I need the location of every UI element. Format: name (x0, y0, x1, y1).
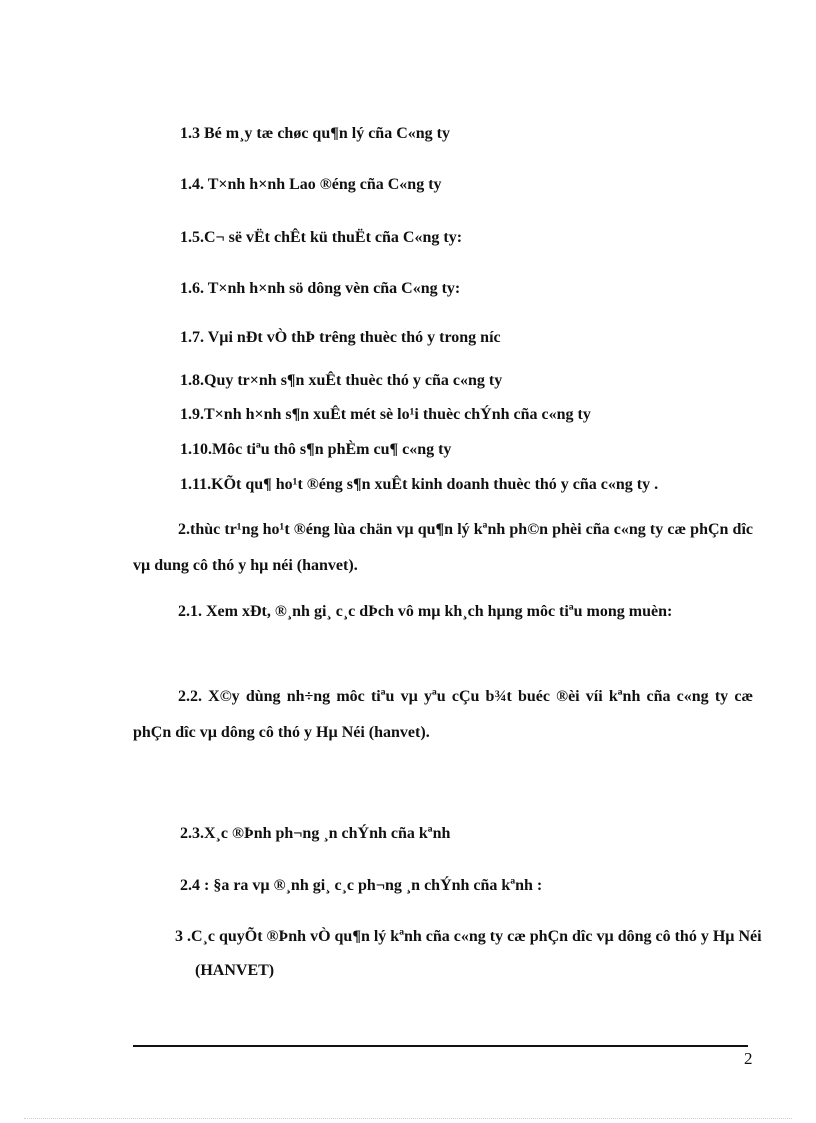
toc-item-1-5: 1.5.C¬ së vËt chÊt kü thuËt cña C«ng ty: (180, 229, 463, 246)
footer-rule (133, 1045, 748, 1047)
page-number: 2 (744, 1049, 753, 1068)
toc-item-3: 3 .C¸c quyÕt ®Þnh vÒ qu¶n lý kªnh cña c«ng ty cæ phÇn dîc vµ dông cô thó y Hµ Néi (HANVET) (175, 928, 762, 979)
toc-item-2-3: 2.3.X¸c ®Þnh ph¬ng ¸n chÝnh cña kªnh (180, 825, 451, 842)
toc-item-2-2: 2.2. X©y dùng nh÷ng môc tiªu vµ yªu cÇu b¾t buéc ®èi víi kªnh cña c«ng ty cæ phÇn dîc vµ dông cô thó y Hµ Néi (hanvet). (133, 688, 753, 741)
toc-item-1-6: 1.6. T×nh h×nh sö dông vèn cña C«ng ty: (180, 280, 461, 297)
toc-item-2-4: 2.4 : §a ra vµ ®¸nh gi¸ c¸c ph¬ng ¸n chÝnh cña kªnh : (180, 877, 543, 894)
page-edge (24, 1118, 792, 1119)
toc-item-1-10: 1.10.Môc tiªu thô s¶n phÈm cu¶ c«ng ty (180, 441, 452, 458)
toc-item-1-7: 1.7. Vµi nÐt vÒ thÞ trêng thuèc thó y trong níc (180, 329, 501, 346)
toc-item-1-4: 1.4. T×nh h×nh Lao ®éng cña C«ng ty (180, 176, 442, 193)
toc-item-1-8: 1.8.Quy tr×nh s¶n xuÊt thuèc thó y cña c«ng ty (180, 372, 503, 389)
toc-item-1-3: 1.3 Bé m¸y tæ chøc qu¶n lý cña C«ng ty (180, 125, 450, 142)
toc-section-2: 2.thùc tr¹ng ho¹t ®éng lùa chän vµ qu¶n lý kªnh ph©n phèi cña c«ng ty cæ phÇn dîc vµ dung cô thó y hµ néi (hanvet). (133, 521, 753, 574)
toc-item-2-1: 2.1. Xem xÐt, ®¸nh gi¸ c¸c dÞch vô mµ kh¸ch hµng môc tiªu mong muèn: (178, 603, 673, 620)
toc-item-1-11: 1.11.KÕt qu¶ ho¹t ®éng s¶n xuÊt kinh doanh thuèc thó y cña c«ng ty . (180, 476, 659, 493)
toc-item-1-9: 1.9.T×nh h×nh s¶n xuÊt mét sè lo¹i thuèc chÝnh cña c«ng ty (180, 406, 591, 423)
